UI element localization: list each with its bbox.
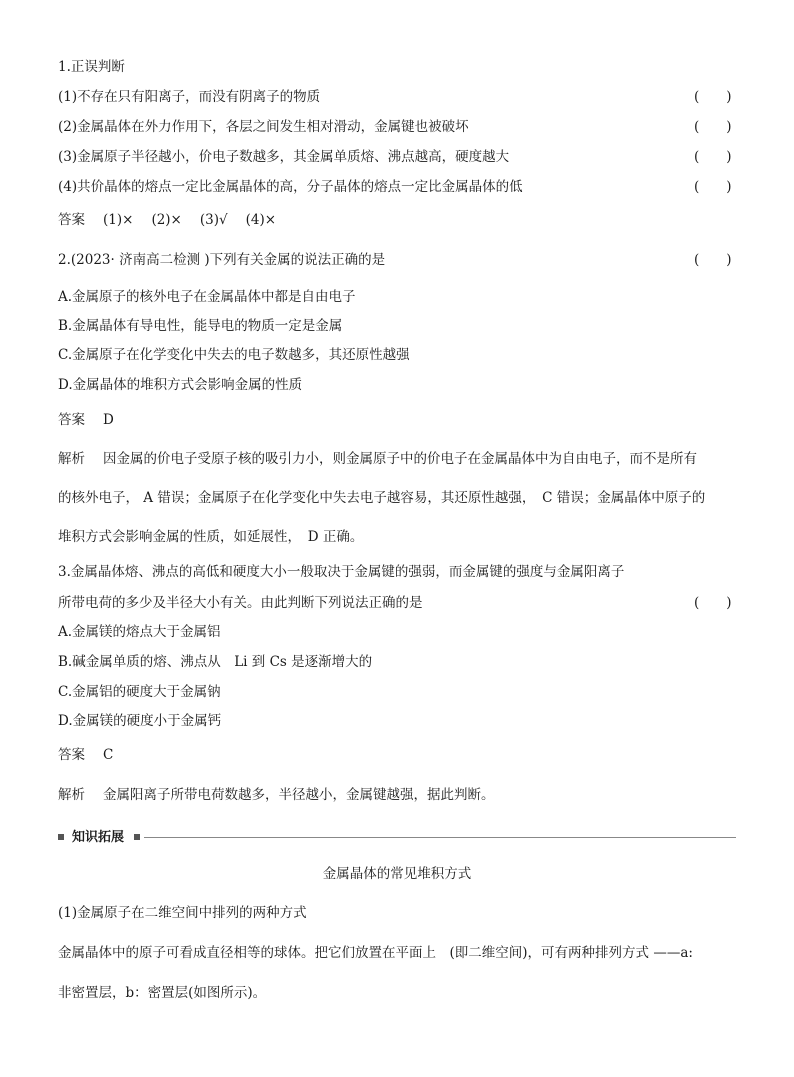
answer-blank: ( )	[694, 595, 732, 611]
answer-blank: ( )	[694, 89, 732, 105]
square-bullet-icon	[58, 834, 64, 840]
body-line-1: 金属晶体中的原子可看成直径相等的球体。把它们放置在平面上 (即二维空间)，可有两种排列方式 ——a:	[58, 945, 693, 961]
answer-value: (3)√	[199, 212, 228, 228]
q2-analysis-line-1	[58, 450, 697, 468]
q1-item-1: (1)不存在只有阳离子，而没有阴离子的物质	[58, 89, 321, 105]
analysis-label: 解析	[58, 787, 85, 803]
divider-rule	[144, 837, 736, 838]
q1-item-4: (4)共价晶体的熔点一定比金属晶体的高，分子晶体的熔点一定比金属晶体的低	[58, 179, 523, 195]
answer-value: (2)×	[151, 212, 182, 228]
q2-option-a: A.金属原子的核外电子在金属晶体中都是自由电子	[58, 289, 356, 305]
answer-value: D	[103, 412, 114, 428]
q2-answer-row	[58, 411, 114, 429]
q3-analysis	[58, 786, 495, 804]
q3-answer-row	[58, 746, 113, 764]
q1-title: 1.正误判断	[58, 59, 125, 75]
analysis-label: 解析	[58, 451, 85, 467]
answer-value: (4)×	[245, 212, 277, 228]
q2-option-b: B.金属晶体有导电性，能导电的物质一定是金属	[58, 318, 343, 334]
analysis-text: 因金属的价电子受原子核的吸引力小，则金属原子中的价电子在金属晶体中为自由电子，而不是所有	[103, 451, 697, 467]
q2-option-c: C.金属原子在化学变化中失去的电子数越多，其还原性越强	[58, 347, 410, 363]
q1-item-3: (3)金属原子半径越小，价电子数越多，其金属单质熔、沸点越高，硬度越大	[58, 149, 510, 165]
body-line-2: 非密置层，b：密置层(如图所示)。	[58, 985, 267, 1001]
q3-stem-line-1: 3.金属晶体熔、沸点的高低和硬度大小一般取决于金属键的强弱，而金属键的强度与金属阳离子	[58, 564, 625, 580]
analysis-text: 金属阳离子所带电荷数越多，半径越小，金属键越强，据此判断。	[103, 787, 495, 803]
answer-label: 答案	[58, 412, 85, 428]
q3-option-a: A.金属镁的熔点大于金属铝	[58, 624, 221, 640]
answer-blank: ( )	[694, 119, 732, 135]
answer-value: C	[103, 747, 114, 763]
section-label: 知识拓展	[72, 830, 125, 845]
answer-value: (1)×	[103, 212, 134, 228]
q3-option-b: B.碱金属单质的熔、沸点从 Li 到 Cs 是逐渐增大的	[58, 654, 373, 670]
answer-blank: ( )	[694, 179, 732, 195]
subheading: (1)金属原子在二维空间中排列的两种方式	[58, 905, 307, 921]
q3-stem-line-2: 所带电荷的多少及半径大小有关。由此判断下列说法正确的是	[58, 595, 423, 611]
answer-blank: ( )	[694, 149, 732, 165]
q2-analysis-line-3: 堆积方式会影响金属的性质，如延展性， D 正确。	[58, 529, 364, 545]
section-divider	[58, 828, 736, 848]
q1-item-2: (2)金属晶体在外力作用下，各层之间发生相对滑动，金属键也被破坏	[58, 119, 469, 135]
q1-answer-row	[58, 211, 276, 229]
answer-label: 答案	[58, 747, 85, 763]
q2-analysis-line-2: 的核外电子， A 错误；金属原子在化学变化中失去电子越容易，其还原性越强， C 错误；金属晶体中原子的	[58, 490, 706, 506]
q3-option-c: C.金属铝的硬度大于金属钠	[58, 684, 221, 700]
q2-stem: 2.(2023· 济南高二检测 )下列有关金属的说法正确的是	[58, 252, 386, 268]
q3-option-d: D.金属镁的硬度小于金属钙	[58, 713, 222, 729]
answer-label: 答案	[58, 212, 85, 228]
section-title: 金属晶体的常见堆积方式	[322, 866, 472, 882]
answer-blank: ( )	[694, 252, 732, 268]
q2-option-d: D.金属晶体的堆积方式会影响金属的性质	[58, 377, 303, 393]
square-bullet-icon	[134, 834, 140, 840]
